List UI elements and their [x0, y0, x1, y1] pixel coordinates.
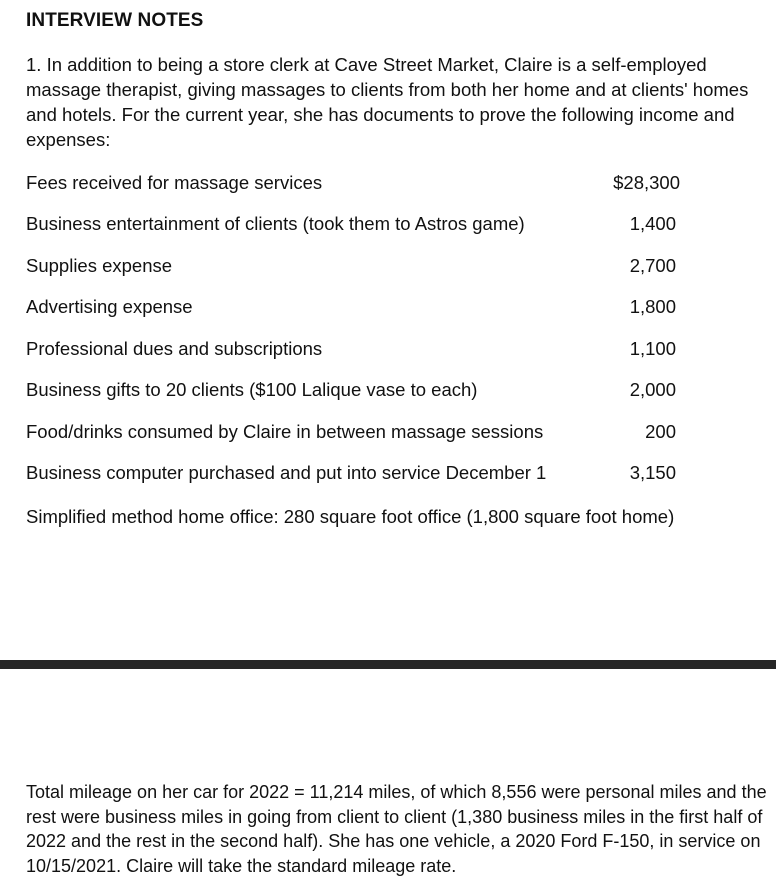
expense-label: Advertising expense	[26, 296, 193, 317]
mileage-paragraph: Total mileage on her car for 2022 = 11,214 miles, of which 8,556 were personal miles and the rest were business miles in going from client to client (1,380 business miles in the first half of 2022 and the rest in the second half). She has one vehicle, a 2020 Ford F-150, in service on 10/15/2021. Claire will take the standard mileage rate.	[26, 782, 767, 876]
expense-amount: 200	[645, 421, 676, 442]
item-number: 1.	[26, 54, 42, 75]
expense-label: Food/drinks consumed by Claire in between massage sessions	[26, 421, 544, 442]
expense-amount: 2,000	[629, 379, 676, 400]
expense-row	[26, 172, 680, 198]
expense-amount: 3,150	[629, 462, 676, 483]
expense-row	[26, 379, 676, 405]
expense-amount: 1,800	[629, 296, 676, 317]
expense-amount: $28,300	[613, 172, 680, 193]
expense-label: Supplies expense	[26, 255, 173, 276]
expense-row	[26, 213, 676, 239]
expense-row	[26, 296, 676, 322]
intro-text: In addition to being a store clerk at Cave Street Market, Claire is a self-employed massage therapist, giving massages to clients from both her home and at clients' homes and hotels. For the current year, she has documents to prove the following income and expenses:	[26, 54, 749, 150]
expense-row	[26, 255, 676, 281]
expense-label: Business entertainment of clients (took them to Astros game)	[26, 213, 525, 234]
intro-paragraph	[26, 52, 761, 152]
home-office-line: Simplified method home office: 280 square foot office (1,800 square foot home)	[26, 506, 675, 527]
expense-label: Fees received for massage services	[26, 172, 323, 193]
expense-row	[26, 462, 676, 488]
expense-label: Professional dues and subscriptions	[26, 338, 323, 359]
section-divider	[0, 660, 776, 669]
expense-amount: 2,700	[629, 255, 676, 276]
expense-row	[26, 338, 676, 364]
page-title: INTERVIEW NOTES	[26, 10, 204, 31]
expense-amount: 1,400	[629, 213, 676, 234]
expense-amount: 1,100	[629, 338, 676, 359]
expense-label: Business gifts to 20 clients ($100 Lalique vase to each)	[26, 379, 478, 400]
expense-row	[26, 421, 676, 447]
expense-label: Business computer purchased and put into service December 1	[26, 462, 547, 483]
